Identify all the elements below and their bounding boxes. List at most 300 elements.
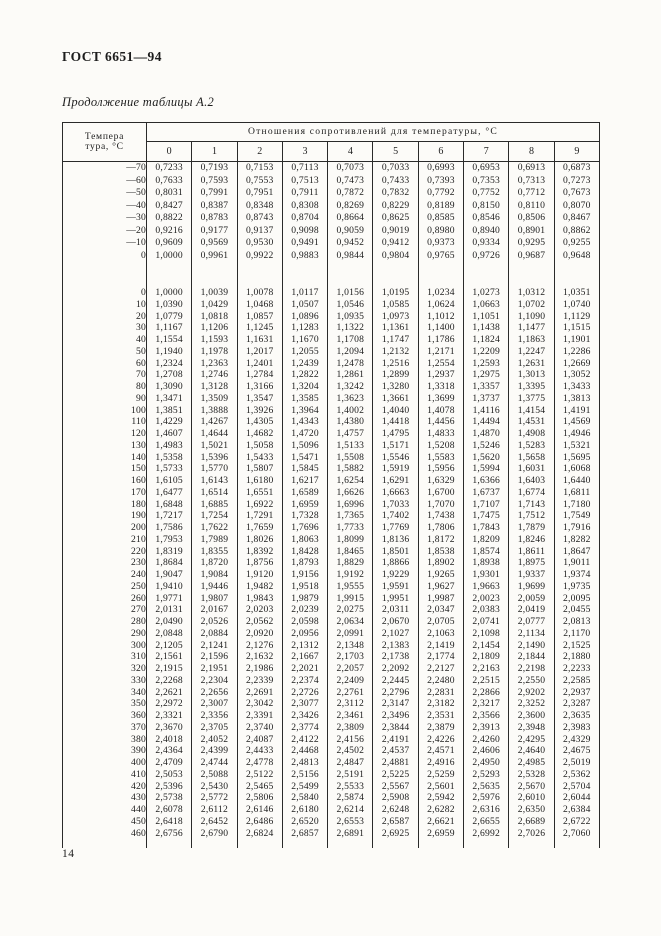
ratio-value-cell: 2,3007 [192,698,237,710]
ratio-value-cell: 1,5433 [237,452,282,464]
ratio-value-cell: 2,6857 [282,828,327,840]
ratio-value-cell: 1,0039 [192,287,237,299]
ratio-value-cell: 1,5882 [328,463,373,475]
ratio-value-cell: 1,6440 [554,475,599,487]
ratio-value-cell: 0,8743 [237,212,282,225]
ratio-value-cell: 1,9735 [554,581,599,593]
ratio-value-cell: 2,5122 [237,769,282,781]
temperature-cell: 190 [63,510,147,522]
spacer-cell [147,262,192,287]
ratio-value-cell: 2,5601 [418,781,463,793]
ratio-value-cell: 1,3471 [147,393,192,405]
ratio-value-cell: 1,3242 [328,381,373,393]
ratio-value-cell: 2,2515 [464,675,509,687]
ratio-value-cell: 1,4983 [147,440,192,452]
ratio-value-cell: 2,1348 [328,640,373,652]
ratio-value-cell: 2,6722 [554,816,599,828]
table-row [63,369,600,381]
ratio-value-cell: 2,2691 [237,687,282,699]
ratio-value-cell: 2,3112 [328,698,373,710]
ratio-value-cell: 1,6737 [464,487,509,499]
ratio-value-cell: 1,6254 [328,475,373,487]
temperature-cell: 200 [63,522,147,534]
ratio-value-cell: 1,8647 [554,546,599,558]
ratio-value-cell: 0,6913 [509,162,554,175]
spacer-cell [328,262,373,287]
ratio-value-cell: 2,4537 [373,745,418,757]
ratio-value-cell: 2,1561 [147,651,192,663]
ratio-value-cell: 1,4078 [418,405,463,417]
ratio-value-cell: 1,1940 [147,346,192,358]
ratio-value-cell: 0,6873 [554,162,599,175]
ratio-value-cell: 1,9192 [328,569,373,581]
ratio-value-cell: 1,9915 [328,593,373,605]
ratio-value-cell: 2,0203 [237,604,282,616]
temperature-cell: 60 [63,358,147,370]
table-row [63,828,600,840]
ratio-value-cell: 1,5208 [418,440,463,452]
page-number: 14 [62,848,75,860]
ratio-value-cell: 2,2163 [464,663,509,675]
ratio-value-cell: 1,0896 [282,311,327,323]
spacer-cell [554,839,599,848]
temperature-cell: 20 [63,311,147,323]
ratio-value-cell: 1,9699 [509,581,554,593]
temperature-cell: —60 [63,175,147,188]
ratio-value-cell: 2,2831 [418,687,463,699]
table-row [63,334,600,346]
table-row [63,722,600,734]
spacer-cell [418,262,463,287]
ratio-value-cell: 2,6756 [147,828,192,840]
ratio-value-cell: 2,1525 [554,640,599,652]
ratio-value-cell: 1,3737 [464,393,509,405]
ratio-value-cell: 2,5328 [509,769,554,781]
ratio-value-cell: 1,1090 [509,311,554,323]
ratio-value-cell: 1,4418 [373,416,418,428]
ratio-value-cell: 0,7513 [282,175,327,188]
ratio-value-cell: 1,8501 [373,546,418,558]
temperature-cell: 370 [63,722,147,734]
ratio-value-cell: 2,6112 [192,804,237,816]
ratio-value-cell: 1,2478 [328,358,373,370]
ratio-value-cell: 2,4226 [418,734,463,746]
ratio-value-cell: 2,0311 [373,604,418,616]
ratio-value-cell: 1,0507 [282,299,327,311]
ratio-value-cell: 1,2055 [282,346,327,358]
ratio-value-cell: 0,9530 [237,237,282,250]
ratio-value-cell: 0,9373 [418,237,463,250]
ratio-value-cell: 1,0973 [373,311,418,323]
ratio-value-cell: 1,5321 [554,440,599,452]
temperature-cell: 440 [63,804,147,816]
ratio-value-cell: 2,4571 [418,745,463,757]
ratio-value-cell: 1,6366 [464,475,509,487]
table-row [63,311,600,323]
table-row [63,651,600,663]
ratio-value-cell: 2,6520 [282,816,327,828]
ratio-value-cell: 1,9047 [147,569,192,581]
ratio-value-cell: 1,7402 [373,510,418,522]
ratio-value-cell: 1,5133 [328,440,373,452]
table-row [63,212,600,225]
ratio-value-cell: 1,0273 [464,287,509,299]
ratio-value-cell: 2,0455 [554,604,599,616]
spacer-cell [464,262,509,287]
spacer-cell [509,839,554,848]
ratio-value-cell: 0,7393 [418,175,463,188]
ratio-value-cell: 1,3547 [237,393,282,405]
ratio-value-cell: 2,3182 [418,698,463,710]
ratio-value-cell: 2,0562 [237,616,282,628]
spacer-cell [509,262,554,287]
table-row [63,698,600,710]
table-row [63,757,600,769]
ratio-value-cell: 1,2593 [464,358,509,370]
table-row [63,393,600,405]
ratio-value-cell: 2,5362 [554,769,599,781]
ratio-value-cell: 1,5396 [192,452,237,464]
ratio-value-cell: 2,5806 [237,792,282,804]
ratio-value-cell: 1,8209 [464,534,509,546]
table-row [63,546,600,558]
ratio-value-cell: 1,0000 [147,287,192,299]
ratio-value-cell: 1,6589 [282,487,327,499]
table-row [63,299,600,311]
ratio-value-cell: 1,4305 [237,416,282,428]
ratio-value-cell: 1,0078 [237,287,282,299]
temperature-column-header [63,123,147,162]
ratio-value-cell: 2,0884 [192,628,237,640]
ratio-value-cell: 1,1322 [328,322,373,334]
ratio-value-cell: 2,2972 [147,698,192,710]
ratio-value-cell: 2,2268 [147,675,192,687]
ratio-value-cell: 1,9555 [328,581,373,593]
ratio-value-cell: 1,7033 [373,499,418,511]
ratio-value-cell: 0,7473 [328,175,373,188]
ratio-value-cell: 2,6621 [418,816,463,828]
temperature-cell: 220 [63,546,147,558]
ratio-value-cell: 2,5156 [282,769,327,781]
ratio-value-cell: 0,8427 [147,200,192,213]
ratio-value-cell: 2,4847 [328,757,373,769]
ratio-value-cell: 0,8704 [282,212,327,225]
table-row [63,187,600,200]
ratio-value-cell: 2,3809 [328,722,373,734]
spacer-cell [237,839,282,848]
ratio-value-cell: 1,9374 [554,569,599,581]
ratio-value-cell: 2,6824 [237,828,282,840]
ratio-value-cell: 2,4295 [509,734,554,746]
ratio-value-cell: 2,5191 [328,769,373,781]
ratio-value-cell: 1,8099 [328,534,373,546]
ratio-value-cell: 2,0383 [464,604,509,616]
ratio-value-cell: 2,5053 [147,769,192,781]
table-row [63,557,600,569]
ratio-value-cell: 1,5733 [147,463,192,475]
ratio-value-cell: 1,1438 [464,322,509,334]
ratio-value-cell: 2,1170 [554,628,599,640]
ratio-value-cell: 1,8938 [464,557,509,569]
ratio-value-cell: 2,5567 [373,781,418,793]
ratio-value-cell: 2,0347 [418,604,463,616]
ratio-value-cell: 0,7153 [237,162,282,175]
digit-column-header: 7 [464,142,509,162]
ratio-value-cell: 2,4156 [328,734,373,746]
ratio-value-cell: 2,2127 [418,663,463,675]
ratio-value-cell: 1,3318 [418,381,463,393]
ratio-value-cell: 2,5088 [192,769,237,781]
ratio-value-cell: 1,0195 [373,287,418,299]
ratio-value-cell: 2,2796 [373,687,418,699]
ratio-value-cell: 1,0857 [237,311,282,323]
ratio-value-cell: 1,7291 [237,510,282,522]
ratio-value-cell: 0,8664 [328,212,373,225]
ratio-value-cell: 1,3166 [237,381,282,393]
ratio-value-cell: 1,2094 [328,346,373,358]
ratio-value-cell: 2,1098 [464,628,509,640]
table-row [63,250,600,263]
ratio-value-cell: 0,6953 [464,162,509,175]
ratio-value-cell: 1,0779 [147,311,192,323]
temperature-cell: 120 [63,428,147,440]
ratio-value-cell: 0,8467 [554,212,599,225]
ratio-value-cell: 0,7113 [282,162,327,175]
ratio-value-cell: 1,6922 [237,499,282,511]
ratio-value-cell: 2,4778 [237,757,282,769]
table-row [63,381,600,393]
ratio-value-cell: 1,9156 [282,569,327,581]
digit-column-header: 8 [509,142,554,162]
ratio-value-cell: 2,5019 [554,757,599,769]
ratio-value-cell: 1,7180 [554,499,599,511]
ratio-value-cell: 1,7475 [464,510,509,522]
ratio-value-cell: 0,9059 [328,225,373,238]
ratio-value-cell: 1,4494 [464,416,509,428]
ratio-value-cell: 2,4329 [554,734,599,746]
ratio-value-cell: 1,0546 [328,299,373,311]
ratio-value-cell: 1,8756 [237,557,282,569]
ratio-value-cell: 1,2324 [147,358,192,370]
ratio-value-cell: 2,6452 [192,816,237,828]
ratio-value-cell: 1,7217 [147,510,192,522]
ratio-value-cell: 2,4433 [237,745,282,757]
ratio-value-cell: 1,6217 [282,475,327,487]
ratio-value-cell: 2,1241 [192,640,237,652]
ratio-value-cell: 0,9765 [418,250,463,263]
ratio-value-cell: 1,4946 [554,428,599,440]
ratio-value-cell: 1,8246 [509,534,554,546]
ratio-value-cell: 1,7879 [509,522,554,534]
spacer-cell [192,839,237,848]
table-row [63,237,600,250]
ratio-value-cell: 2,6891 [328,828,373,840]
ratio-value-cell: 1,1167 [147,322,192,334]
ratio-value-cell: 1,3204 [282,381,327,393]
ratio-value-cell: 1,1708 [328,334,373,346]
ratio-value-cell: 2,1454 [464,640,509,652]
ratio-value-cell: 1,8136 [373,534,418,546]
ratio-value-cell: 2,3879 [418,722,463,734]
resistance-ratio-table [62,122,600,848]
ratio-value-cell: 0,7553 [237,175,282,188]
ratio-value-cell: 1,6477 [147,487,192,499]
ratio-value-cell: 2,5942 [418,792,463,804]
ratio-value-cell: 2,3426 [282,710,327,722]
ratios-span-header: Отношения сопротивлений для температуры, °С [147,123,600,142]
ratio-value-cell: 2,2480 [418,675,463,687]
ratio-value-cell: 2,5772 [192,792,237,804]
ratio-value-cell: 0,8862 [554,225,599,238]
ratio-value-cell: 2,3774 [282,722,327,734]
temperature-cell: 30 [63,322,147,334]
ratio-value-cell: 2,2866 [464,687,509,699]
ratio-value-cell: 1,9265 [418,569,463,581]
temperature-cell: 310 [63,651,147,663]
ratio-value-cell: 2,6078 [147,804,192,816]
table-row [63,816,600,828]
ratio-value-cell: 2,2092 [373,663,418,675]
ratio-value-cell: 2,5533 [328,781,373,793]
table-row [63,440,600,452]
ratio-value-cell: 1,4380 [328,416,373,428]
ratio-value-cell: 2,1809 [464,651,509,663]
ratio-value-cell: 2,1027 [373,628,418,640]
ratio-value-cell: 2,3635 [554,710,599,722]
ratio-value-cell: 1,6180 [237,475,282,487]
ratio-value-cell: 1,6663 [373,487,418,499]
ratio-value-cell: 2,6790 [192,828,237,840]
ratio-value-cell: 2,1419 [418,640,463,652]
ratio-value-cell: 1,2286 [554,346,599,358]
ratio-value-cell: 1,6068 [554,463,599,475]
ratio-value-cell: 2,6587 [373,816,418,828]
ratio-value-cell: 1,4720 [282,428,327,440]
ratio-value-cell: 1,3509 [192,393,237,405]
table-caption: Продолжение таблицы А.2 [62,95,215,109]
ratio-value-cell: 0,8625 [373,212,418,225]
ratio-value-cell: 1,3888 [192,405,237,417]
table-row [63,175,600,188]
temperature-cell: 110 [63,416,147,428]
table-row [63,581,600,593]
ratio-value-cell: 0,7033 [373,162,418,175]
ratio-value-cell: 1,3395 [509,381,554,393]
ratio-value-cell: 2,6553 [328,816,373,828]
temperature-cell: 210 [63,534,147,546]
temperature-cell: —30 [63,212,147,225]
ratio-value-cell: 2,2585 [554,675,599,687]
ratio-value-cell: 2,3461 [328,710,373,722]
ratio-value-cell: 0,9137 [237,225,282,238]
ratio-value-cell: 2,0239 [282,604,327,616]
ratio-value-cell: 1,4531 [509,416,554,428]
temperature-cell: 80 [63,381,147,393]
ratio-value-cell: 2,6180 [282,804,327,816]
ratio-value-cell: 1,1515 [554,322,599,334]
ratio-value-cell: 2,4260 [464,734,509,746]
table-row [63,475,600,487]
ratio-value-cell: 1,8172 [418,534,463,546]
ratio-value-cell: 1,2554 [418,358,463,370]
ratio-value-cell: 1,3585 [282,393,327,405]
ratio-value-cell: 0,9412 [373,237,418,250]
ratio-value-cell: 1,0312 [509,287,554,299]
ratio-value-cell: 2,4881 [373,757,418,769]
ratio-value-cell: 1,2784 [237,369,282,381]
table-row [63,162,600,175]
temperature-cell: 340 [63,687,147,699]
table-row [63,616,600,628]
ratio-value-cell: 2,1312 [282,640,327,652]
ratio-value-cell: 2,4916 [418,757,463,769]
ratio-value-cell: 1,3699 [418,393,463,405]
table-header [63,123,600,162]
temperature-cell: 300 [63,640,147,652]
temperature-cell: 330 [63,675,147,687]
table-row [63,745,600,757]
ratio-value-cell: 1,5845 [282,463,327,475]
ratio-value-cell: 1,5658 [509,452,554,464]
ratio-value-cell: 1,8282 [554,534,599,546]
ratio-value-cell: 2,3705 [192,722,237,734]
ratio-value-cell: 0,8150 [464,200,509,213]
ratio-value-cell: 1,0740 [554,299,599,311]
ratio-value-cell: 1,3052 [554,369,599,381]
ratio-value-cell: 0,9726 [464,250,509,263]
ratio-value-cell: 1,8465 [328,546,373,558]
ratio-value-cell: 2,0490 [147,616,192,628]
temperature-cell: 180 [63,499,147,511]
ratio-value-cell: 2,4950 [464,757,509,769]
ratio-value-cell: 0,8070 [554,200,599,213]
ratio-value-cell: 1,8063 [282,534,327,546]
ratio-value-cell: 1,0429 [192,299,237,311]
ratio-value-cell: 2,4709 [147,757,192,769]
ratio-value-cell: 2,3531 [418,710,463,722]
ratio-value-cell: 1,1631 [237,334,282,346]
temperature-cell: 420 [63,781,147,793]
ratio-value-cell: 2,5874 [328,792,373,804]
ratio-value-cell: 1,5471 [282,452,327,464]
ratio-value-cell: 2,3948 [509,722,554,734]
ratio-value-cell: 2,6384 [554,804,599,816]
ratio-value-cell: 2,0956 [282,628,327,640]
table-row [63,322,600,334]
ratio-value-cell: 2,3391 [237,710,282,722]
ratio-value-cell: 2,4675 [554,745,599,757]
digit-column-header: 2 [237,142,282,162]
table-row [63,225,600,238]
ratio-value-cell: 1,0585 [373,299,418,311]
ratio-value-cell: 2,2621 [147,687,192,699]
table-row [63,487,600,499]
table-row [63,510,600,522]
ratio-value-cell: 2,1596 [192,651,237,663]
temperature-header-line1: Темпера [84,131,125,143]
ratio-value-cell: 0,9883 [282,250,327,263]
ratio-value-cell: 1,4870 [464,428,509,440]
ratio-value-cell: 2,1774 [418,651,463,663]
ratio-value-cell: 2,6992 [464,828,509,840]
temperature-cell: 10 [63,299,147,311]
ratio-value-cell: 2,5293 [464,769,509,781]
spacer-cell [237,262,282,287]
ratio-value-cell: 1,8793 [282,557,327,569]
ratio-value-cell: 2,3356 [192,710,237,722]
ratio-value-cell: 2,4640 [509,745,554,757]
ratio-value-cell: 2,6146 [237,804,282,816]
